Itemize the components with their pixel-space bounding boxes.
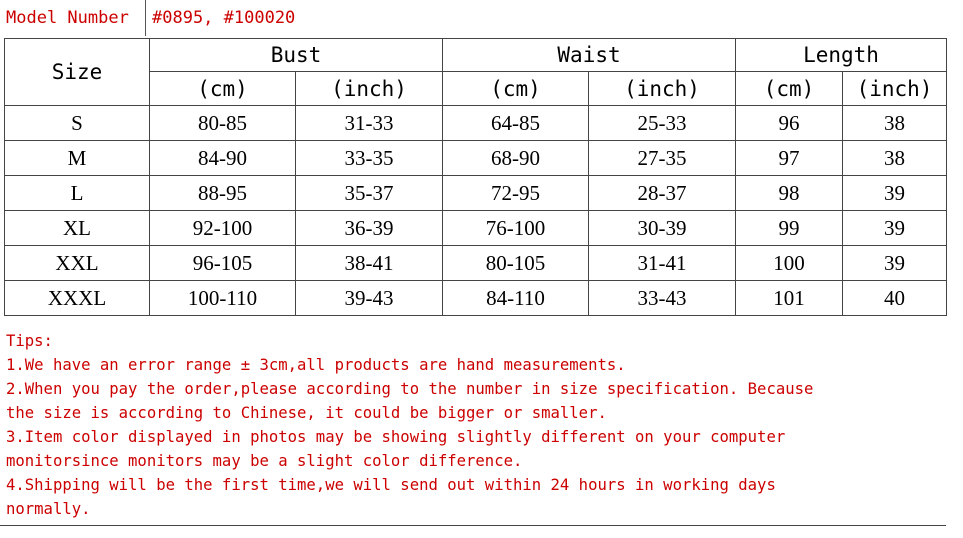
table-row [5, 246, 947, 281]
table-row [5, 141, 947, 176]
table-cell: 25-33 [589, 106, 736, 141]
table-row [5, 281, 947, 316]
table-cell: 92-100 [150, 211, 296, 246]
table-cell: 68-90 [443, 141, 589, 176]
tips-line: normally. [6, 500, 91, 518]
unit-header: (cm) [736, 72, 843, 106]
unit-header: (cm) [443, 72, 589, 106]
table-cell: 96 [736, 106, 843, 141]
tips-line: the size is according to Chinese, it could be bigger or smaller. [6, 404, 607, 422]
size-cell: L [5, 176, 150, 211]
unit-header: (cm) [150, 72, 296, 106]
table-cell: 80-85 [150, 106, 296, 141]
table-cell: 97 [736, 141, 843, 176]
size-chart-table [4, 38, 947, 316]
tips-line: monitorsince monitors may be a slight color difference. [6, 452, 523, 470]
table-cell: 101 [736, 281, 843, 316]
unit-header: (inch) [589, 72, 736, 106]
table-cell: 40 [843, 281, 947, 316]
table-cell: 27-35 [589, 141, 736, 176]
size-cell: M [5, 141, 150, 176]
table-row [5, 106, 947, 141]
table-row [5, 211, 947, 246]
size-cell: XL [5, 211, 150, 246]
table-cell: 36-39 [296, 211, 443, 246]
unit-header: (inch) [296, 72, 443, 106]
table-cell: 28-37 [589, 176, 736, 211]
table-header-row [5, 39, 947, 72]
table-cell: 39 [843, 176, 947, 211]
table-cell: 76-100 [443, 211, 589, 246]
size-cell: S [5, 106, 150, 141]
table-cell: 72-95 [443, 176, 589, 211]
table-cell: 84-110 [443, 281, 589, 316]
size-cell: XXXL [5, 281, 150, 316]
table-cell: 31-33 [296, 106, 443, 141]
table-cell: 64-85 [443, 106, 589, 141]
table-cell: 33-35 [296, 141, 443, 176]
table-cell: 39 [843, 211, 947, 246]
table-cell: 96-105 [150, 246, 296, 281]
model-number-label: Model Number [0, 0, 146, 36]
bust-group-header: Bust [150, 39, 443, 72]
tips-line: 4.Shipping will be the first time,we will send out within 24 hours in working days [6, 476, 776, 494]
table-cell: 38 [843, 141, 947, 176]
table-cell: 38 [843, 106, 947, 141]
table-cell: 84-90 [150, 141, 296, 176]
table-cell: 38-41 [296, 246, 443, 281]
table-cell: 100 [736, 246, 843, 281]
table-row [5, 176, 947, 211]
table-cell: 99 [736, 211, 843, 246]
table-cell: 30-39 [589, 211, 736, 246]
table-cell: 39 [843, 246, 947, 281]
tips-title: Tips: [6, 332, 53, 350]
size-cell: XXL [5, 246, 150, 281]
tips-section [0, 323, 946, 526]
tips-line: 2.When you pay the order,please according to the number in size specification. Because [6, 380, 814, 398]
tips-line: 3.Item color displayed in photos may be showing slightly different on your computer [6, 428, 786, 446]
model-number-bar [0, 0, 963, 36]
unit-header: (inch) [843, 72, 947, 106]
table-cell: 88-95 [150, 176, 296, 211]
size-column-header: Size [5, 39, 150, 106]
table-cell: 100-110 [150, 281, 296, 316]
model-number-value: #0895, #100020 [152, 8, 296, 28]
length-group-header: Length [736, 39, 947, 72]
table-cell: 31-41 [589, 246, 736, 281]
table-cell: 35-37 [296, 176, 443, 211]
table-cell: 98 [736, 176, 843, 211]
waist-group-header: Waist [443, 39, 736, 72]
table-cell: 33-43 [589, 281, 736, 316]
table-cell: 80-105 [443, 246, 589, 281]
tips-line: 1.We have an error range ± 3cm,all products are hand measurements. [6, 356, 626, 374]
table-cell: 39-43 [296, 281, 443, 316]
